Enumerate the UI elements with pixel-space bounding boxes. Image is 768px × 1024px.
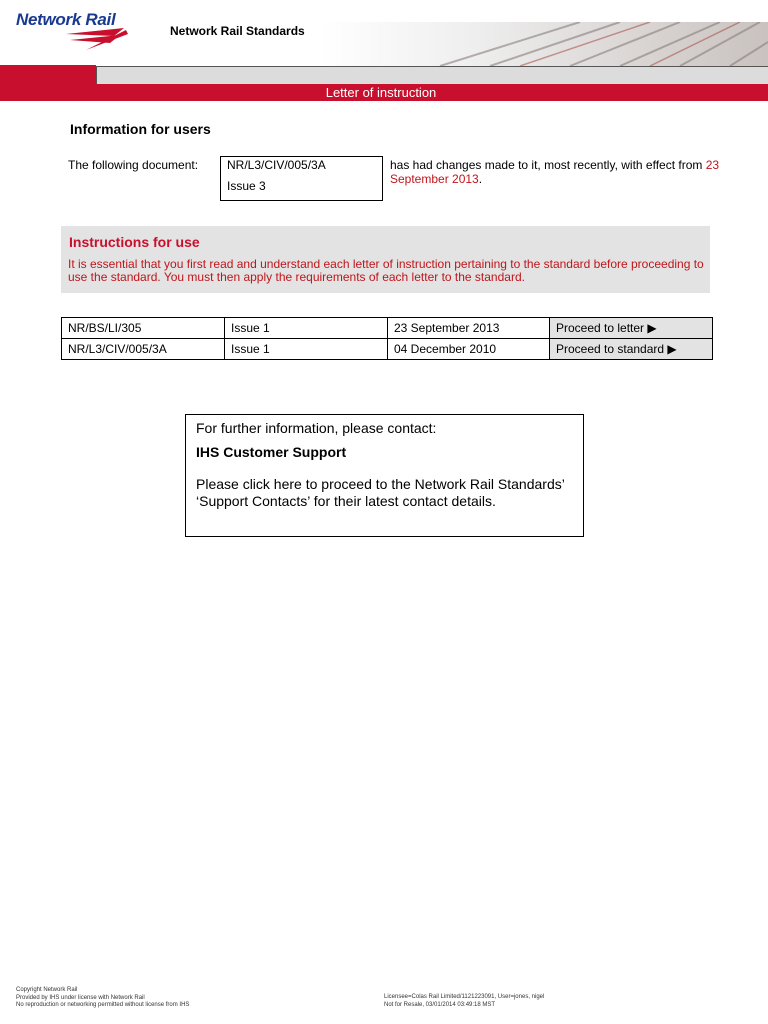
header-grey-strip: [96, 66, 768, 84]
footer-line: Licensee=Colas Rail Limited/1121223091, User=jones, nigel: [384, 994, 545, 1000]
network-rail-logo: [16, 10, 136, 52]
table-cell-document: NR/BS/LI/305: [62, 318, 225, 339]
table-row: [62, 339, 713, 360]
document-change-note: [390, 158, 720, 186]
footer-line: No reproduction or networking permitted without license from IHS: [16, 1002, 190, 1008]
instructions-heading: Instructions for use: [69, 234, 200, 250]
railway-track-banner-image: [320, 22, 768, 66]
table-cell-issue: Issue 1: [225, 339, 388, 360]
section-bar-label: Letter of instruction: [325, 85, 437, 100]
change-effective-date: 23 September 2013: [390, 158, 720, 186]
footer-licensee: [384, 994, 544, 1009]
logo-double-arrow-icon: [64, 26, 130, 52]
footer-line: Copyright Network Rail: [16, 987, 78, 993]
support-contacts-link[interactable]: Please click here to proceed to the Network Rail Standards’ ‘Support Contacts’ for their latest contact details.: [196, 476, 565, 509]
change-note-suffix: .: [478, 172, 483, 186]
contact-intro: For further information, please contact:: [196, 420, 437, 436]
table-cell-date: 23 September 2013: [388, 318, 550, 339]
document-issue: Issue 3: [227, 179, 266, 193]
footer-copyright: [16, 987, 189, 1010]
table-cell-date: 04 December 2010: [388, 339, 550, 360]
logo-wordmark: Network Rail: [16, 10, 116, 29]
footer-line: Not for Resale, 03/01/2014 03:49:18 MST: [384, 1001, 496, 1008]
table-cell-document: NR/L3/CIV/005/3A: [62, 339, 225, 360]
document-id-box: [220, 156, 383, 201]
contact-box: [185, 414, 584, 537]
footer-line: Provided by IHS under license with Network Rail: [16, 994, 145, 1001]
header-title: Network Rail Standards: [170, 24, 305, 38]
table-row: [62, 318, 713, 339]
document-label: The following document:: [68, 158, 199, 172]
table-cell-issue: Issue 1: [225, 318, 388, 339]
contact-name: IHS Customer Support: [196, 444, 347, 460]
letters-table: [61, 317, 713, 360]
proceed-to-standard-button[interactable]: Proceed to standard ▶: [550, 339, 713, 360]
info-heading: Information for users: [70, 121, 211, 137]
proceed-to-letter-button[interactable]: Proceed to letter ▶: [550, 318, 713, 339]
instructions-text: It is essential that you first read and understand each letter of instruction pertaining to the standard before proceeding to use the standard. You must then apply the requirements of each letter to the standard.: [68, 257, 704, 284]
change-note-text: has had changes made to it, most recently, with effect from: [390, 158, 706, 172]
document-code: NR/L3/CIV/005/3A: [227, 158, 326, 172]
instructions-panel: [61, 226, 710, 293]
header-red-tab: [0, 65, 96, 84]
